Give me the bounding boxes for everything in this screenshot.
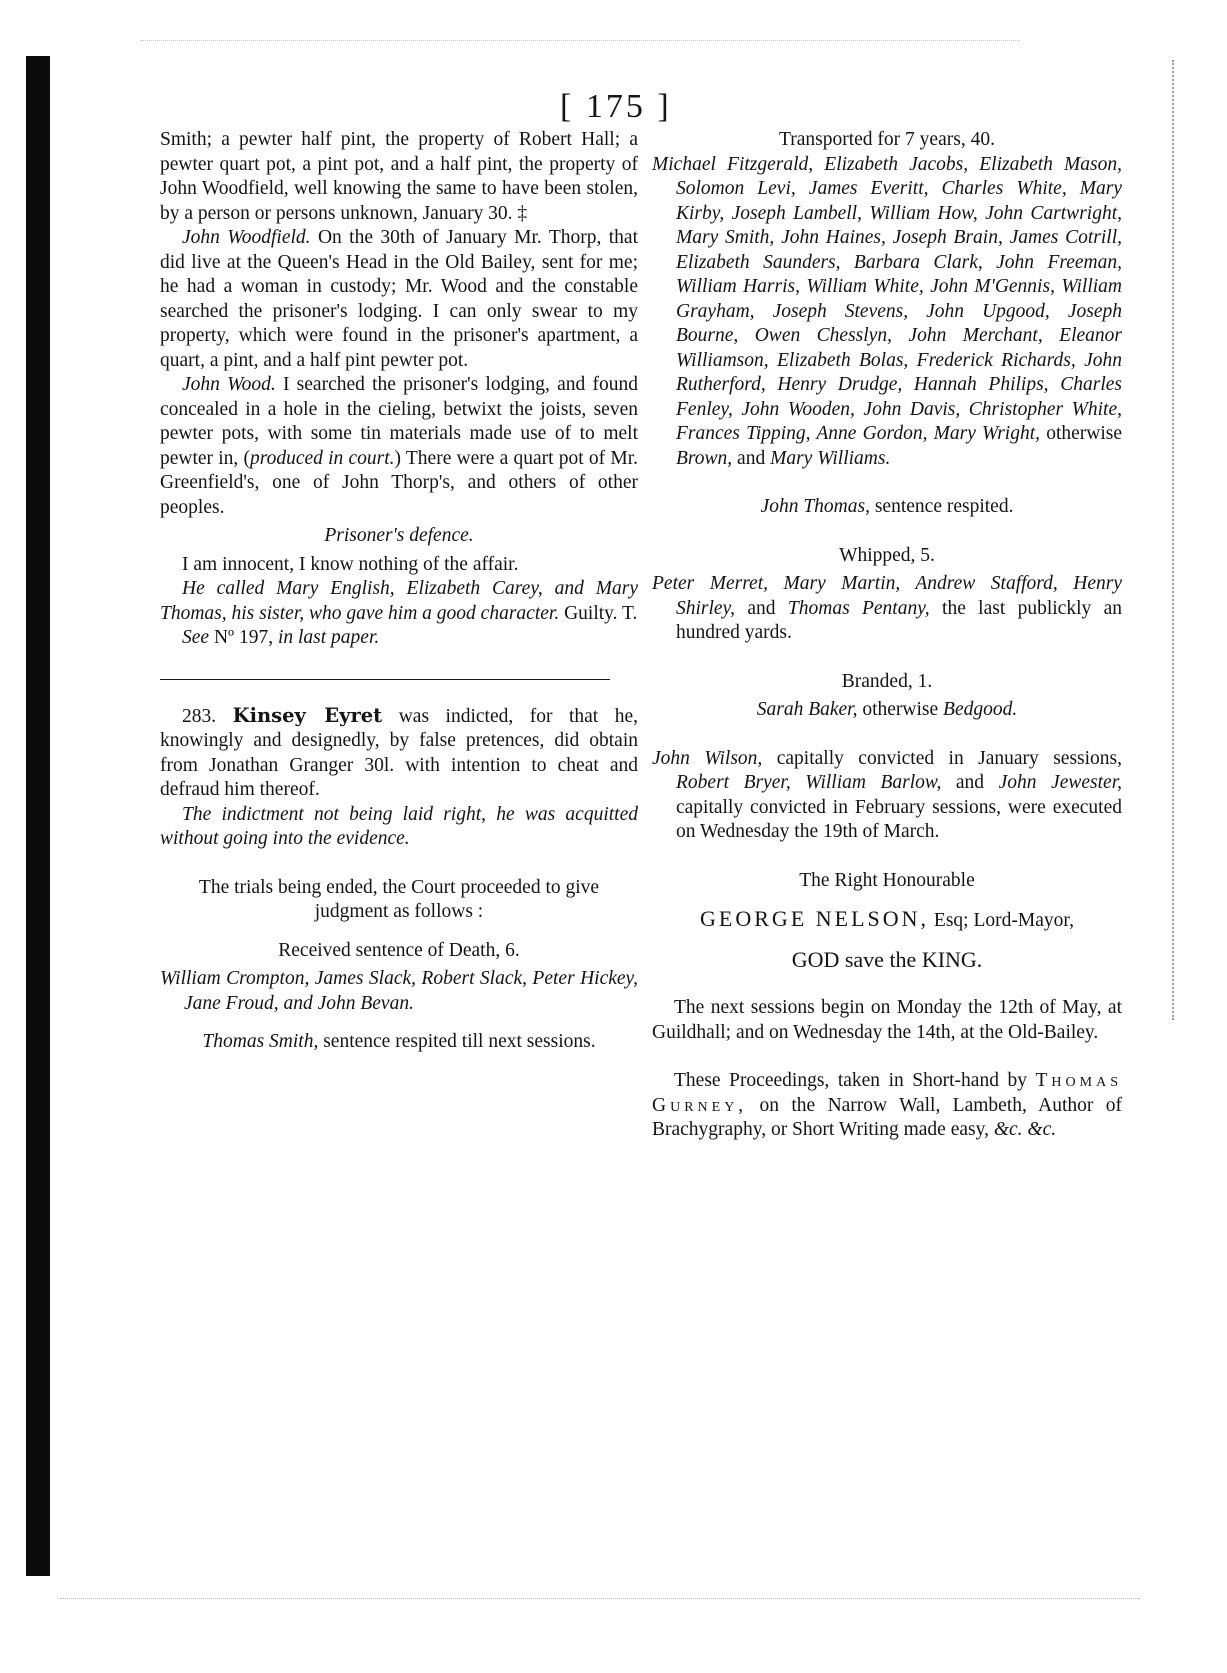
right-column [652, 128, 1122, 1143]
next-sessions: The next sessions begin on Monday the 12th of May, at Guildhall; and on Wednesday the 14th, at the Old-Bailey. [652, 997, 1122, 1043]
branded-names: Sarah Baker, otherwise Bedgood. [756, 699, 1018, 720]
page-gutter-shadow [26, 56, 50, 1576]
lord-mayor: GEORGE NELSON, Esq; Lord-Mayor, [700, 906, 1074, 931]
god-save-king: GOD save the KING. [791, 946, 983, 972]
transported-heading: Transported for 7 years, 40. [779, 129, 995, 150]
executions: John Wilson, capitally convicted in January sessions, Robert Bryer, William Barlow, and John Jewester, capitally convicted in February sessions, were executed on Wednesday the 19th of March. [652, 747, 1122, 842]
case-number: 283. [182, 705, 217, 727]
witness-name: John Wood. [182, 374, 276, 395]
testimony-text: ) There were a quart pot of Mr. Greenfield's, one of John Thorp's, and others of other peoples. [160, 447, 638, 518]
scan-specks-top [140, 40, 1020, 49]
whipped-names: Peter Merret, Mary Martin, Andrew Stafford, Henry Shirley, and Thomas Pentany, the last publickly an hundred yards. [652, 573, 1123, 643]
defence-heading: Prisoner's defence. [324, 525, 474, 546]
transported-names: Michael Fitzgerald, Elizabeth Jacobs, Elizabeth Mason, Solomon Levi, James Everitt, Charles White, Mary Kirby, Joseph Lambell, William How, John Cartwright, Mary Smith, John Haines, Joseph Brain, James Cotrill, Elizabeth Saunders, Barbara Clark, John Freeman, William Harris, William White, John M'Gennis, William Grayham, Joseph Stevens, John Upgood, Joseph Bourne, Owen Chesslyn, John Merchant, Eleanor Williamson, Elizabeth Bolas, Frederick Richards, John Rutherford, Henry Drudge, Hannah Philips, Charles Fenley, John Wooden, John Davis, Christopher White, Frances Tipping, Anne Gordon, Mary Wright, otherwise Brown, and Mary Williams. [652, 153, 1123, 469]
see-reference: See Nº 197, in last paper. [182, 627, 380, 648]
left-column [160, 128, 638, 1055]
defence-text: I am innocent, I know nothing of the affair. [182, 553, 519, 575]
case-text: was indicted, for that he, knowingly and designedly, by false pretences, did obtain from Jonathan Granger 30l. with intention to cheat and defraud him thereof. [160, 705, 639, 800]
page-number: [ 175 ] [560, 88, 672, 125]
scan-edge-right [1172, 60, 1180, 1020]
trials-ended: The trials being ended, the Court proceeded to give judgment as follows : [198, 876, 600, 922]
section-rule [160, 679, 610, 680]
thomas-respited: John Thomas, sentence respited. [760, 496, 1014, 517]
testimony-text: On the 30th of January Mr. Thorp, that did live at the Queen's Head in the Old Bailey, sent for me; he had a woman in custody; Mr. Wood and the constable searched the prisoner's lodging. I can only swear to my property, which were found in the prisoner's apartment, a quart, a pint, and a half pint pewter pot. [160, 227, 638, 371]
produced-note: produced in court. [250, 447, 395, 469]
whipped-heading: Whipped, 5. [839, 544, 935, 566]
testimony-wood [160, 373, 638, 520]
proceedings-notice: These Proceedings, taken in Short-hand by Thomas Gurney, on the Narrow Wall, Lambeth, Author of Brachygraphy, or Short Writing made easy, &c. &c. [652, 1070, 1122, 1140]
death-heading: Received sentence of Death, 6. [278, 939, 520, 961]
case-283 [160, 704, 638, 803]
smith-respited: Thomas Smith, sentence respited till next sessions. [202, 1031, 596, 1052]
scan-specks-bottom [60, 1598, 1140, 1607]
testimony-woodfield [160, 226, 638, 373]
character-witnesses [160, 577, 638, 626]
witness-name: John Woodfield. [182, 227, 311, 248]
branded-heading: Branded, 1. [841, 670, 933, 692]
testimony-text: I searched the prisoner's lodging, and found concealed in a hole in the cieling, betwixt the joists, seven pewter pots, with some tin materials made use of to melt pewter in, ( [160, 374, 638, 469]
verdict: Guilty. T. [559, 602, 638, 624]
honourable: The Right Honourable [799, 869, 975, 891]
called-text: He called Mary English, Elizabeth Carey, and Mary Thomas, his sister, who gave him a good character. [160, 578, 638, 624]
paragraph-indictment-continued: Smith; a pewter half pint, the property of Robert Hall; a pewter quart pot, a pint pot, and a half pint, the property of John Woodfield, well knowing the same to have been stolen, by a person or persons unknown, January 30. ‡ [160, 129, 638, 224]
death-names: William Crompton, James Slack, Robert Slack, Peter Hickey, Jane Froud, and John Bevan. [160, 968, 638, 1014]
defendant-name: Kinsey Eyret [232, 703, 383, 727]
acquittal-note: The indictment not being laid right, he was acquitted without going into the evidence. [160, 803, 638, 849]
